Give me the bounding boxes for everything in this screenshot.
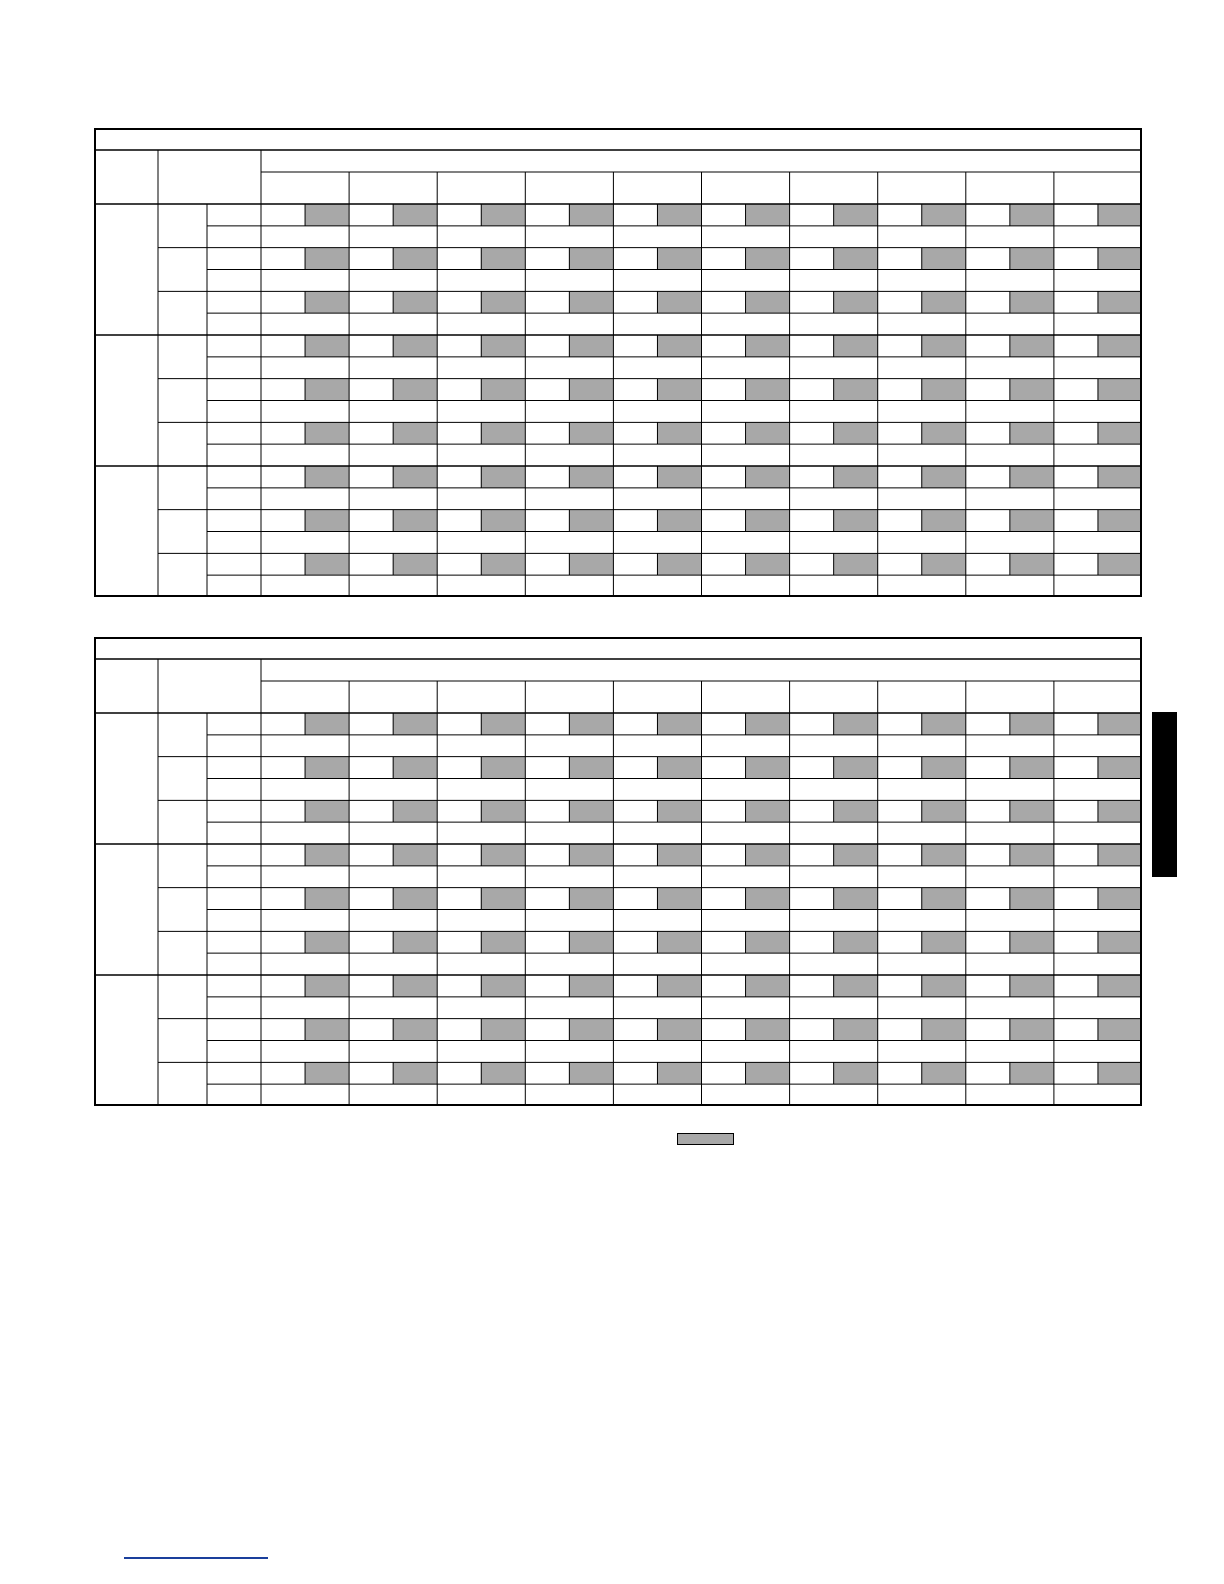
table-1-shaded-cell [834,335,878,357]
table-1-shaded-cell [657,248,701,270]
table-2-shaded-cell [569,757,613,779]
section-tab-marker-icon [1152,712,1177,877]
table-1-shaded-cell [569,466,613,488]
table-2-border [95,638,1141,1105]
table-2-shaded-cell [569,1062,613,1084]
table-1-shaded-cell [481,335,525,357]
table-1-shaded-cell [393,335,437,357]
table-1-shaded-cell [834,553,878,575]
table-2-shaded-cell [481,713,525,735]
table-2-shaded-cell [1098,975,1142,997]
table-2-shaded-cell [393,1062,437,1084]
table-1-shaded-cell [1098,291,1142,313]
table-2-shaded-cell [834,1062,878,1084]
table-1-shaded-cell [1010,379,1054,401]
table-2-shaded-cell [1098,757,1142,779]
table-1-shaded-cell [1010,466,1054,488]
table-2-shaded-cell [305,713,349,735]
table-2-shaded-cell [1098,1062,1142,1084]
table-1-shaded-cell [569,422,613,444]
table-2-shaded-cell [657,975,701,997]
table-1-shaded-cell [1098,204,1142,226]
table-1-shaded-cell [746,335,790,357]
table-1-shaded-cell [1010,510,1054,532]
table-2-shaded-cell [922,713,966,735]
table-2-shaded-cell [1010,713,1054,735]
table-2-shaded-cell [746,844,790,866]
table-1-shaded-cell [1010,553,1054,575]
table-2-shaded-cell [1098,888,1142,910]
shade-legend-swatch [677,1133,734,1145]
table-1-shaded-cell [393,291,437,313]
table-2-shaded-cell [481,757,525,779]
table-2-shaded-cell [305,757,349,779]
table-1-shaded-cell [922,204,966,226]
table-1-shaded-cell [1098,248,1142,270]
table-2-shaded-cell [1010,800,1054,822]
table-2-shaded-cell [305,844,349,866]
table-2-shaded-cell [657,713,701,735]
table-2-shaded-cell [657,800,701,822]
table-2-shaded-cell [569,1019,613,1041]
table-2-shaded-cell [922,800,966,822]
table-1-shaded-cell [657,291,701,313]
table-2-shaded-cell [305,888,349,910]
table-1-shaded-cell [1010,422,1054,444]
table-1-shaded-cell [1098,422,1142,444]
table-2-shaded-cell [834,1019,878,1041]
table-2-shaded-cell [922,1019,966,1041]
table-1-shaded-cell [1010,204,1054,226]
table-2-shaded-cell [746,1019,790,1041]
table-1-shaded-cell [481,248,525,270]
table-1-shaded-cell [746,204,790,226]
table-1-shaded-cell [834,248,878,270]
table-2-shaded-cell [569,713,613,735]
table-1-shaded-cell [922,379,966,401]
table-2-shaded-cell [305,1019,349,1041]
table-1-shaded-cell [834,466,878,488]
table-2-shaded-cell [1010,844,1054,866]
table-1-shaded-cell [481,204,525,226]
table-2-shaded-cell [746,975,790,997]
table-2-shaded-cell [657,1019,701,1041]
table-1-shaded-cell [657,466,701,488]
table-1-shaded-cell [746,466,790,488]
table-1-shaded-cell [305,553,349,575]
table-1-shaded-cell [1010,248,1054,270]
table-2-shaded-cell [393,800,437,822]
table-2-shaded-cell [834,888,878,910]
table-2-shaded-cell [1010,1019,1054,1041]
table-1-shaded-cell [481,291,525,313]
table-1-shaded-cell [834,510,878,532]
table-1-shaded-cell [305,510,349,532]
table-1-shaded-cell [922,248,966,270]
table-1-shaded-cell [1098,553,1142,575]
table-1-shaded-cell [922,510,966,532]
table-1-shaded-cell [746,379,790,401]
table-1-shaded-cell [481,466,525,488]
table-2-shaded-cell [746,713,790,735]
table-2-shaded-cell [1010,1062,1054,1084]
table-1-shaded-cell [746,291,790,313]
table-2-shaded-cell [657,931,701,953]
table-1-shaded-cell [1010,335,1054,357]
table-1-shaded-cell [1098,466,1142,488]
table-1-shaded-cell [1098,335,1142,357]
table-2-shaded-cell [1010,757,1054,779]
table-2-shaded-cell [481,1019,525,1041]
table-2-shaded-cell [834,713,878,735]
table-2-shaded-cell [569,800,613,822]
table-2-shaded-cell [746,800,790,822]
table-1-border [95,129,1141,596]
table-1-shaded-cell [305,204,349,226]
table-1-shaded-cell [657,510,701,532]
table-2-shaded-cell [657,888,701,910]
table-1-shaded-cell [481,510,525,532]
table-2-shaded-cell [922,931,966,953]
table-1-shaded-cell [305,335,349,357]
table-1-shaded-cell [569,204,613,226]
table-1-shaded-cell [393,510,437,532]
table-1-shaded-cell [657,553,701,575]
table-2-shaded-cell [834,931,878,953]
table-2-shaded-cell [481,888,525,910]
table-1-shaded-cell [1010,291,1054,313]
table-1-shaded-cell [393,466,437,488]
table-1-shaded-cell [922,553,966,575]
table-1-shaded-cell [746,248,790,270]
table-1-shaded-cell [922,466,966,488]
table-2-shaded-cell [305,931,349,953]
table-1-shaded-cell [393,248,437,270]
table-1-shaded-cell [569,510,613,532]
table-1-shaded-cell [393,422,437,444]
table-2-shaded-cell [305,1062,349,1084]
table-2-shaded-cell [481,800,525,822]
table-1-shaded-cell [305,466,349,488]
table-2-shaded-cell [746,757,790,779]
table-2-shaded-cell [746,888,790,910]
table-1-shaded-cell [657,422,701,444]
table-2-shaded-cell [1010,931,1054,953]
table-2-shaded-cell [746,1062,790,1084]
table-2-shaded-cell [393,931,437,953]
table-2-shaded-cell [657,757,701,779]
table-1-shaded-cell [569,379,613,401]
table-2-shaded-cell [393,844,437,866]
table-1-shaded-cell [657,204,701,226]
table-1-shaded-cell [393,379,437,401]
table-2-shaded-cell [569,888,613,910]
table-2-shaded-cell [1098,931,1142,953]
table-2-shaded-cell [657,1062,701,1084]
table-1-shaded-cell [746,510,790,532]
table-1-shaded-cell [922,422,966,444]
table-2-shaded-cell [481,844,525,866]
table-2-shaded-cell [922,888,966,910]
table-1-shaded-cell [393,204,437,226]
table-1-grid [94,128,1142,597]
table-2-shaded-cell [922,757,966,779]
table-2-shaded-cell [481,931,525,953]
table-1-shaded-cell [834,204,878,226]
table-1-shaded-cell [569,248,613,270]
table-1-shaded-cell [657,379,701,401]
table-2-shaded-cell [1010,975,1054,997]
footer-link-rule [124,1557,268,1559]
table-2-shaded-cell [1098,713,1142,735]
table-2-shaded-cell [305,975,349,997]
table-1-shaded-cell [305,291,349,313]
table-2-shaded-cell [1098,844,1142,866]
table-1-shaded-cell [569,335,613,357]
table-1-shaded-cell [1098,510,1142,532]
table-1-shaded-cell [393,553,437,575]
table-2-shaded-cell [834,800,878,822]
table-1-shaded-cell [481,379,525,401]
table-2-shaded-cell [834,975,878,997]
table-1-shaded-cell [922,291,966,313]
table-2 [94,637,1142,1106]
table-2-shaded-cell [746,931,790,953]
table-2-shaded-cell [393,1019,437,1041]
table-2-shaded-cell [393,888,437,910]
table-1-shaded-cell [305,248,349,270]
table-1-shaded-cell [1098,379,1142,401]
table-2-shaded-cell [834,844,878,866]
table-2-shaded-cell [1010,888,1054,910]
table-2-shaded-cell [569,931,613,953]
table-2-shaded-cell [922,844,966,866]
table-2-shaded-cell [393,975,437,997]
table-2-shaded-cell [481,975,525,997]
table-1-shaded-cell [834,422,878,444]
table-2-grid [94,637,1142,1106]
table-2-shaded-cell [922,975,966,997]
table-1-shaded-cell [834,291,878,313]
table-2-shaded-cell [393,713,437,735]
table-2-shaded-cell [569,844,613,866]
table-1-shaded-cell [657,335,701,357]
table-2-shaded-cell [481,1062,525,1084]
table-1-shaded-cell [481,422,525,444]
table-2-shaded-cell [922,1062,966,1084]
table-1-shaded-cell [569,553,613,575]
table-1-shaded-cell [305,422,349,444]
table-2-shaded-cell [657,844,701,866]
table-1-shaded-cell [922,335,966,357]
table-1-shaded-cell [746,553,790,575]
table-1-shaded-cell [746,422,790,444]
table-1 [94,128,1142,597]
table-1-shaded-cell [834,379,878,401]
table-1-shaded-cell [481,553,525,575]
table-1-shaded-cell [305,379,349,401]
table-2-shaded-cell [305,800,349,822]
table-2-shaded-cell [834,757,878,779]
table-2-shaded-cell [1098,800,1142,822]
table-2-shaded-cell [393,757,437,779]
table-2-shaded-cell [1098,1019,1142,1041]
table-2-shaded-cell [569,975,613,997]
table-1-shaded-cell [569,291,613,313]
